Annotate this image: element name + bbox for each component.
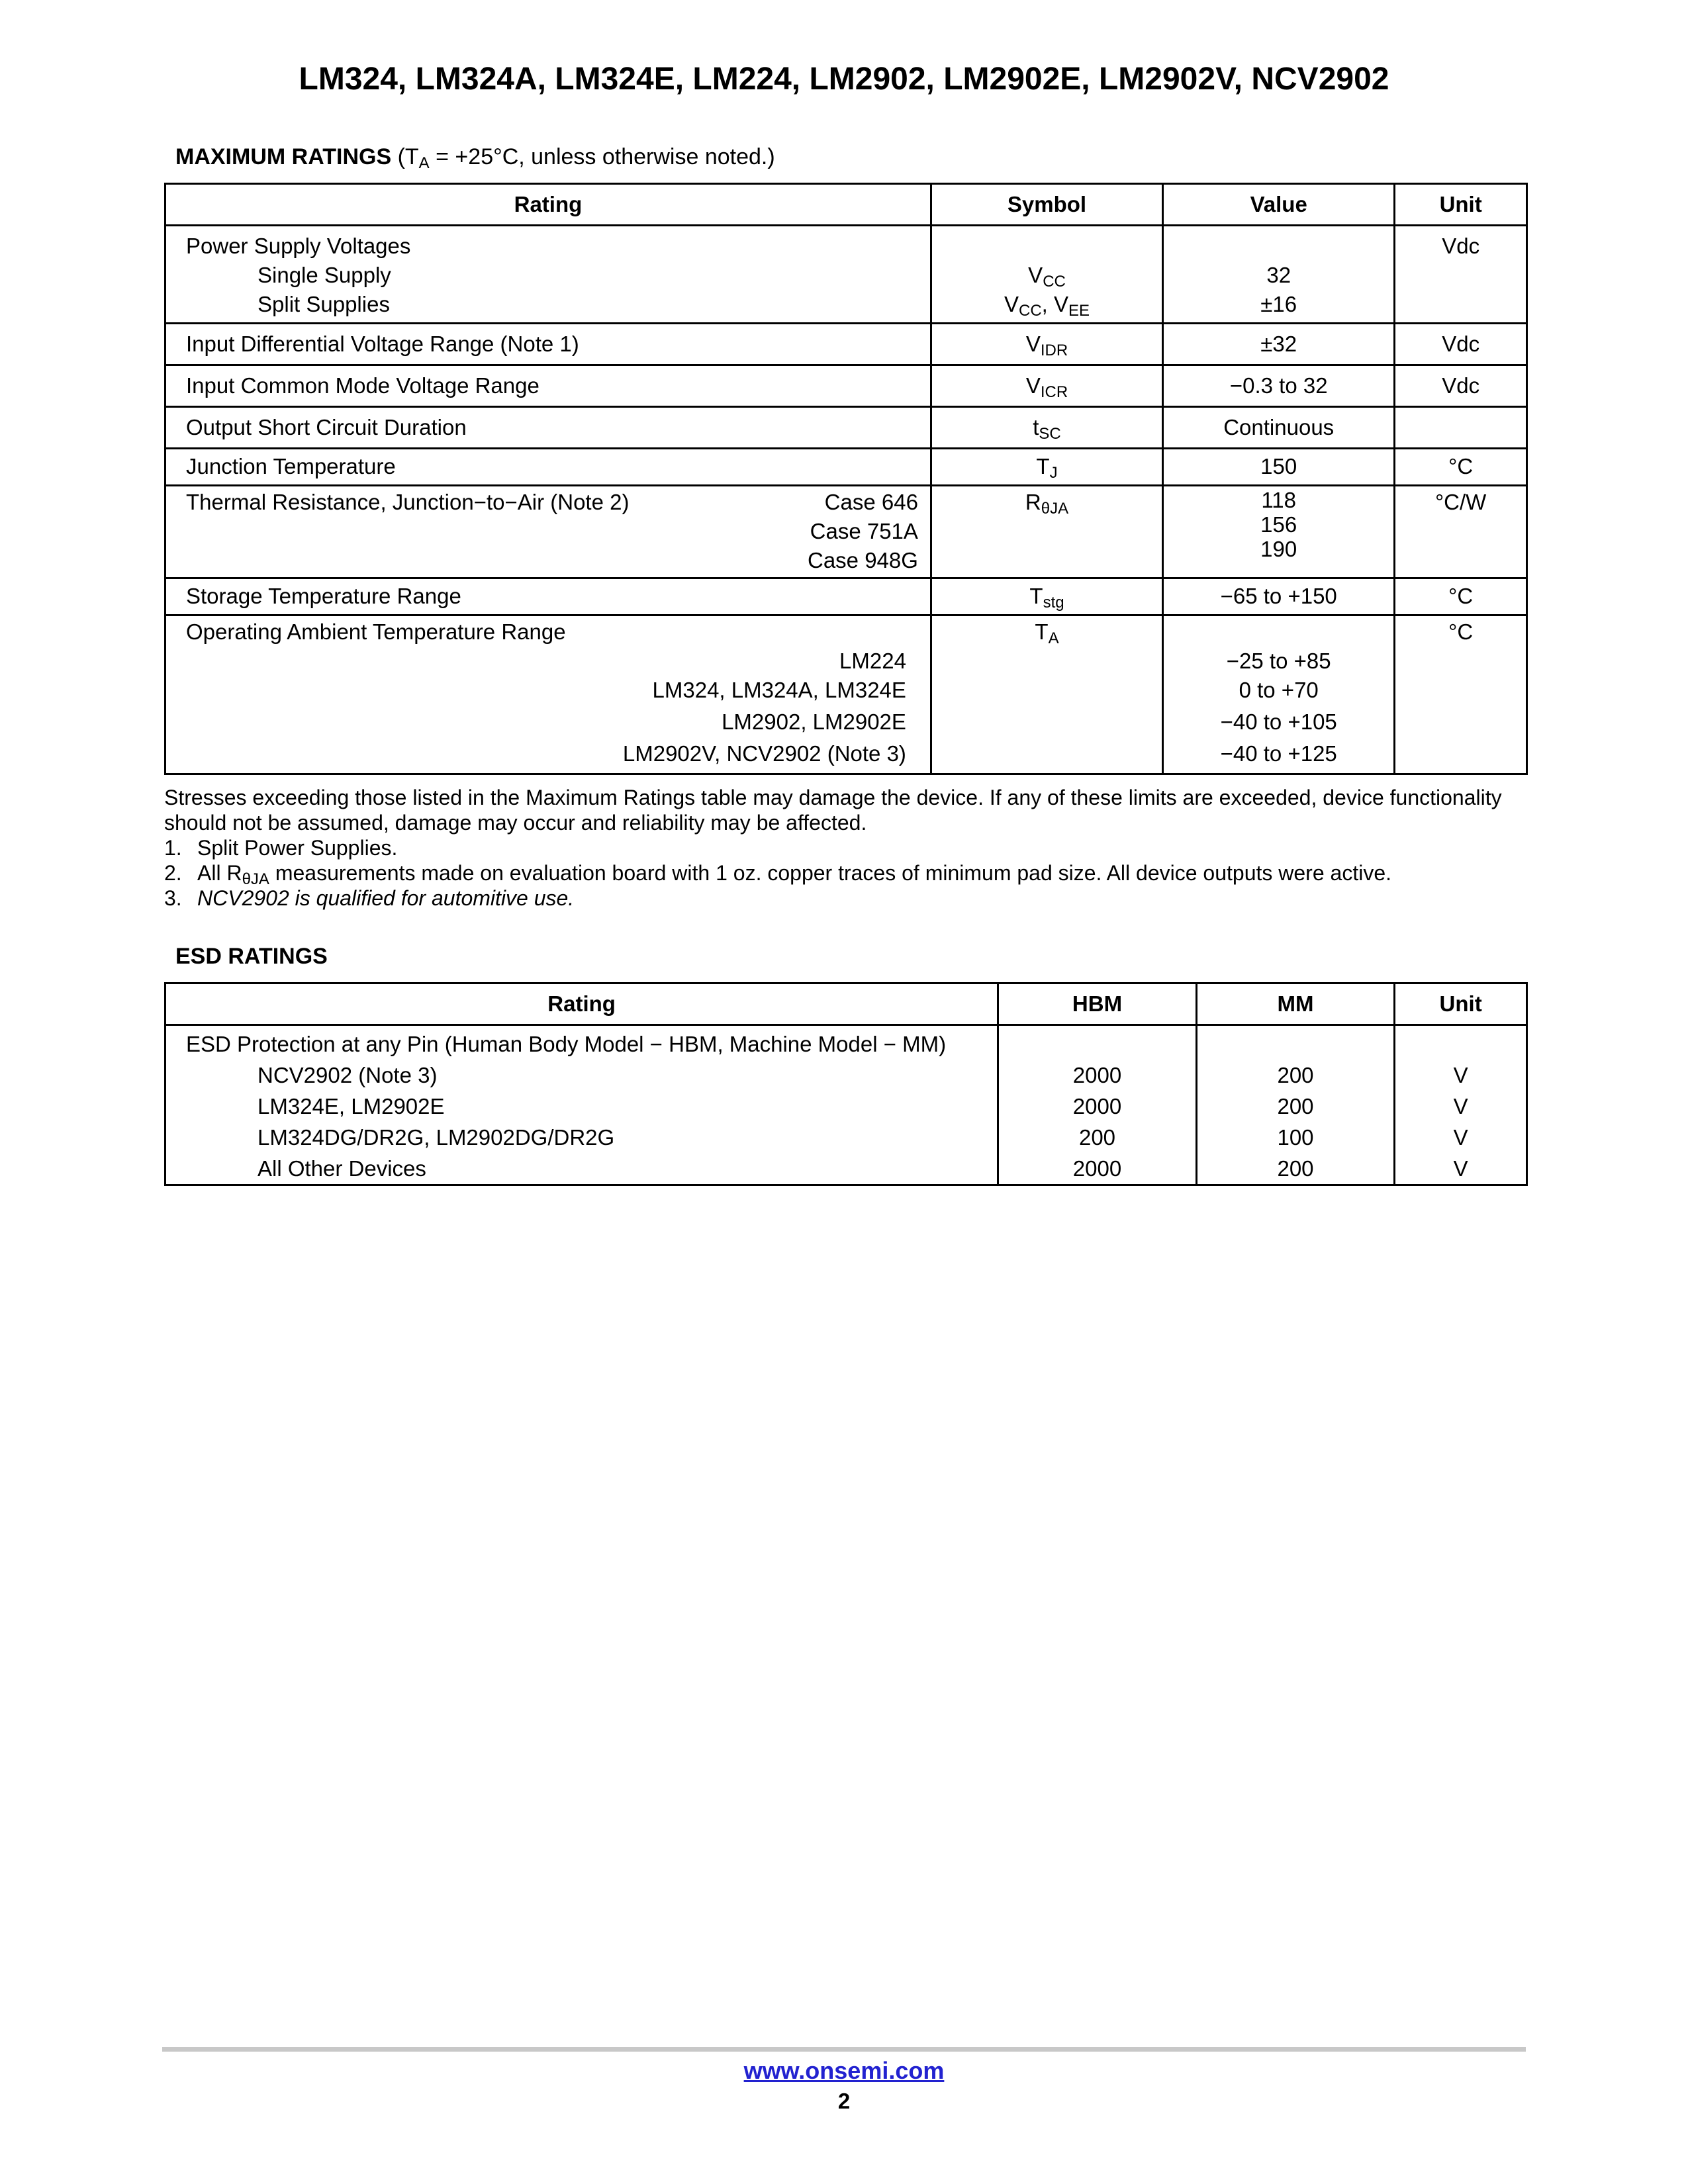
table-row (165, 1025, 1527, 1185)
value-short-circuit: Continuous (1163, 407, 1395, 449)
value-lm2902v: −40 to +125 (1220, 741, 1337, 766)
symbol-ta: $T_A$ (931, 615, 1162, 774)
rating-thermal-resistance: Thermal Resistance, Junction−to−Air (Note 2) (186, 490, 630, 514)
unit-junction-temp: °C (1395, 449, 1527, 486)
esd-device: LM324E, LM2902E (258, 1094, 445, 1118)
rating-operating-temp: Operating Ambient Temperature Range (186, 619, 566, 644)
esd-mm: 200 (1277, 1156, 1314, 1181)
unit-input-diff: Vdc (1395, 324, 1527, 365)
note-1: 1. Split Power Supplies. (164, 836, 398, 860)
esd-ratings-table (164, 982, 1528, 1186)
unit-operating-temp: °C (1395, 615, 1527, 774)
rating-input-diff: Input Differential Voltage Range (Note 1) (165, 324, 931, 365)
header-unit: Unit (1395, 184, 1527, 226)
table-row (165, 578, 1527, 615)
unit-short-circuit (1395, 407, 1527, 449)
esd-device: All Other Devices (258, 1156, 426, 1181)
value-input-diff: ±32 (1163, 324, 1395, 365)
max-ratings-heading (175, 144, 775, 170)
table-row (165, 226, 1527, 324)
header-unit: Unit (1395, 983, 1527, 1025)
rating-input-cm: Input Common Mode Voltage Range (165, 365, 931, 407)
max-ratings-title: MAXIMUM RATINGS (175, 144, 392, 169)
table-row (165, 615, 1527, 774)
notes (164, 785, 1528, 911)
rating-junction-temp: Junction Temperature (165, 449, 931, 486)
device-lm324: LM324, LM324A, LM324E (652, 678, 906, 702)
header-mm: MM (1196, 983, 1394, 1025)
esd-main-label: ESD Protection at any Pin (Human Body Model − HBM, Machine Model − MM) (186, 1032, 947, 1056)
page-number: 2 (837, 2089, 851, 2113)
value-case-646: 118 (1261, 488, 1297, 512)
esd-hbm: 2000 (1072, 1156, 1122, 1181)
esd-ratings-title: ESD RATINGS (175, 944, 328, 969)
rating-storage-temp: Storage Temperature Range (165, 578, 931, 615)
unit-input-cm: Vdc (1395, 365, 1527, 407)
esd-unit: V (1453, 1125, 1468, 1150)
case-646: Case 646 (824, 490, 918, 514)
header-rating: Rating (165, 184, 931, 226)
max-ratings-condition: ($T_A = +25^\circ C$, unless otherwise noted.) (397, 144, 775, 172)
rating-split-supplies: Split Supplies (258, 292, 390, 316)
value-case-948g: 190 (1260, 537, 1297, 561)
unit-storage-temp: °C (1395, 578, 1527, 615)
note-2: 2. All $R_{\theta JA}$ measurements made on evaluation board with 1 oz. copper traces of minimum pad size. All device outputs were active. (164, 861, 1391, 888)
esd-device: NCV2902 (Note 3) (258, 1063, 438, 1087)
table-row (165, 449, 1527, 486)
symbol-tsc: $t_{SC}$ (931, 407, 1162, 449)
esd-mm: 200 (1277, 1094, 1314, 1118)
value-single-supply: 32 (1266, 263, 1291, 287)
esd-device: LM324DG/DR2G, LM2902DG/DR2G (258, 1125, 615, 1150)
max-ratings-table (164, 183, 1528, 775)
case-948g: Case 948G (807, 548, 918, 572)
case-751a: Case 751A (810, 519, 918, 543)
rating-single-supply: Single Supply (258, 263, 391, 287)
value-lm324: 0 to +70 (1239, 678, 1319, 702)
header-value: Value (1163, 184, 1395, 226)
esd-hbm: 200 (1078, 1125, 1116, 1150)
esd-mm: 200 (1277, 1063, 1314, 1087)
esd-unit: V (1453, 1063, 1468, 1087)
symbol-vidr: $V_{IDR}$ (931, 324, 1162, 365)
symbol-tj: $T_J$ (931, 449, 1162, 486)
symbol-vcc-vee: $V_{CC}$, $V_{EE}$ (1004, 292, 1090, 320)
footer-divider (162, 2047, 1526, 2052)
unit-power-supply: Vdc (1395, 226, 1527, 324)
value-lm224: −25 to +85 (1226, 649, 1331, 673)
table-row (165, 324, 1527, 365)
stress-note: Stresses exceeding those listed in the Maximum Ratings table may damage the device. If any of these limits are exceeded, device functionality should not be assumed, damage may occur and reliability may be affected. (164, 786, 1502, 835)
table-header-row (165, 184, 1527, 226)
esd-hbm: 2000 (1072, 1094, 1122, 1118)
device-lm2902: LM2902, LM2902E (722, 709, 906, 734)
note-3: 3. NCV2902 is qualified for automitive use. (164, 886, 575, 910)
header-symbol: Symbol (931, 184, 1162, 226)
rating-power-supply: Power Supply Voltages (186, 234, 411, 258)
symbol-vcc: $V_{CC}$ (1028, 263, 1066, 291)
value-case-751a: 156 (1260, 512, 1297, 537)
unit-thermal-resistance: °C/W (1395, 486, 1527, 578)
table-row (165, 365, 1527, 407)
value-storage-temp: −65 to +150 (1163, 578, 1395, 615)
table-row (165, 486, 1527, 578)
table-row (165, 407, 1527, 449)
symbol-rthja: $R_{\theta JA}$ (931, 486, 1162, 578)
device-lm224: LM224 (839, 649, 906, 673)
esd-unit: V (1453, 1156, 1468, 1181)
device-lm2902v: LM2902V, NCV2902 (Note 3) (622, 741, 906, 766)
symbol-vicr: $V_{ICR}$ (931, 365, 1162, 407)
value-split-supplies: ±16 (1260, 292, 1297, 316)
header-hbm: HBM (998, 983, 1197, 1025)
esd-mm: 100 (1277, 1125, 1314, 1150)
table-header-row (165, 983, 1527, 1025)
value-junction-temp: 150 (1163, 449, 1395, 486)
esd-hbm: 2000 (1072, 1063, 1122, 1087)
rating-short-circuit: Output Short Circuit Duration (165, 407, 931, 449)
header-rating: Rating (165, 983, 998, 1025)
esd-ratings-heading (175, 944, 328, 970)
value-lm2902: −40 to +105 (1220, 709, 1337, 734)
website-link[interactable]: www.onsemi.com (743, 2057, 945, 2084)
value-input-cm: −0.3 to 32 (1163, 365, 1395, 407)
esd-unit: V (1453, 1094, 1468, 1118)
page-title: LM324, LM324A, LM324E, LM224, LM2902, LM2902E, LM2902V, NCV2902 (299, 62, 1389, 97)
symbol-tstg: $T_{stg}$ (931, 578, 1162, 615)
